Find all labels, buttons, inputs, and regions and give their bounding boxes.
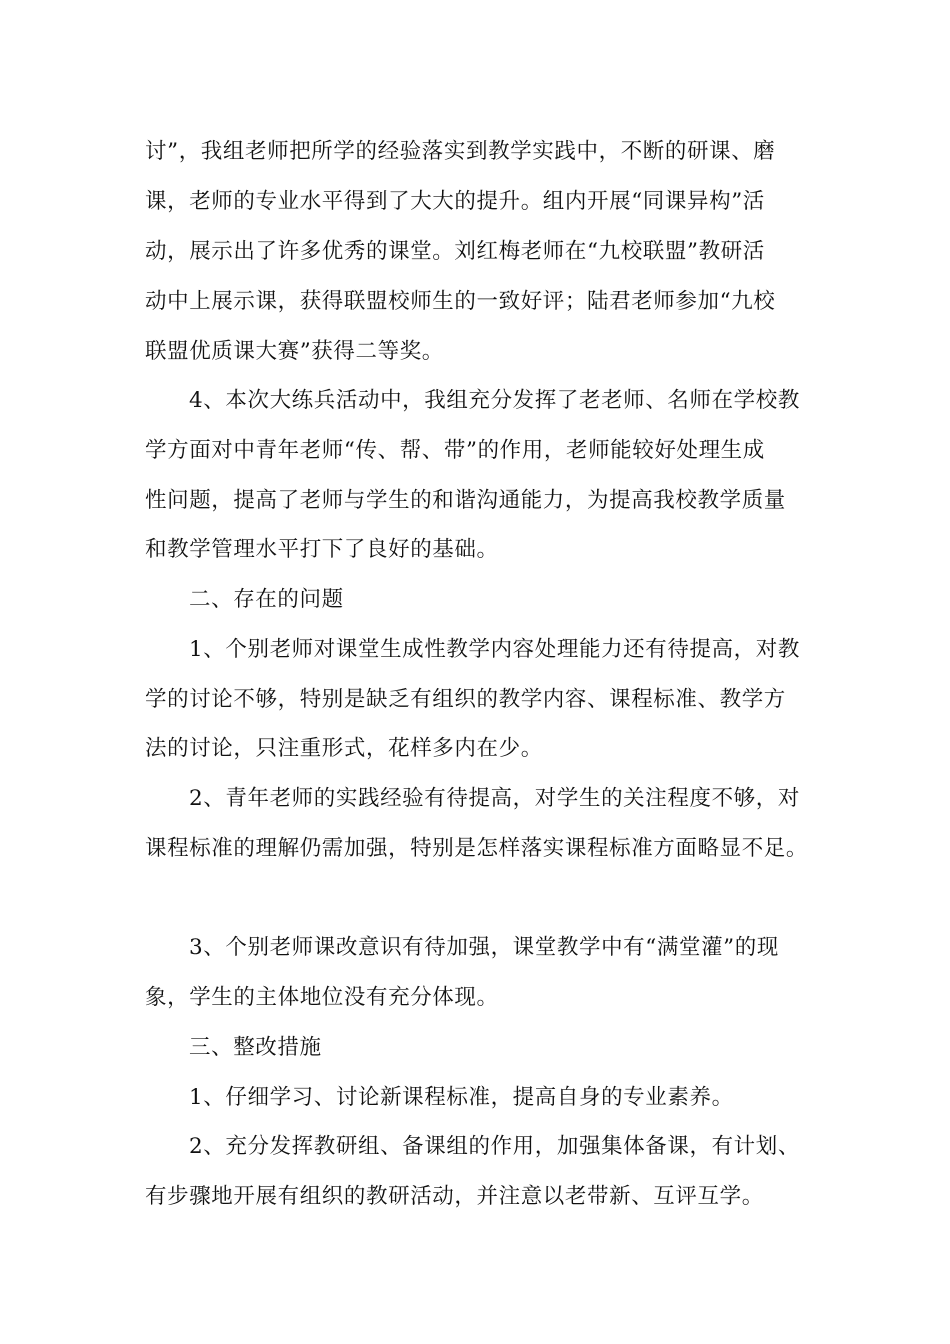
text-line: 课程标准的理解仍需加强，特别是怎样落实课程标准方面略显不足。 — [145, 836, 809, 861]
text-line: 性问题，提高了老师与学生的和谐沟通能力，为提高我校教学质量 — [145, 488, 786, 513]
text-line: 联盟优质课大赛”获得二等奖。 — [145, 339, 444, 364]
text-line: 和教学管理水平打下了良好的基础。 — [145, 537, 499, 562]
text-line: 讨”，我组老师把所学的经验落实到教学实践中，不断的研课、磨 — [145, 139, 776, 164]
section-heading: 三、整改措施 — [189, 1035, 322, 1060]
text-line: 3、个别老师课改意识有待加强，课堂教学中有“满堂灌”的现 — [189, 935, 779, 960]
text-line: 1、个别老师对课堂生成性教学内容处理能力还有待提高，对教 — [189, 637, 800, 662]
text-line: 有步骤地开展有组织的教研活动，并注意以老带新、互评互学。 — [145, 1184, 764, 1209]
text-line: 动中上展示课，获得联盟校师生的一致好评；陆君老师参加“九校 — [145, 289, 776, 314]
text-line: 法的讨论，只注重形式，花样多内在少。 — [145, 736, 543, 761]
text-line: 学方面对中青年老师“传、帮、带”的作用，老师能较好处理生成 — [145, 438, 765, 463]
text-line: 1、仔细学习、讨论新课程标准，提高自身的专业素养。 — [189, 1085, 734, 1110]
text-line: 4、本次大练兵活动中，我组充分发挥了老老师、名师在学校教 — [189, 388, 800, 413]
text-line: 学的讨论不够，特别是缺乏有组织的教学内容、课程标准、教学方 — [145, 687, 786, 712]
text-line: 课，老师的专业水平得到了大大的提升。组内开展“同课异构”活 — [145, 189, 765, 214]
section-heading: 二、存在的问题 — [189, 587, 344, 612]
text-line: 动，展示出了许多优秀的课堂。刘红梅老师在“九校联盟”教研活 — [145, 239, 765, 264]
text-line: 象，学生的主体地位没有充分体现。 — [145, 985, 499, 1010]
text-line: 2、充分发挥教研组、备课组的作用，加强集体备课，有计划、 — [189, 1134, 800, 1159]
text-line: 2、青年老师的实践经验有待提高，对学生的关注程度不够，对 — [189, 786, 800, 811]
